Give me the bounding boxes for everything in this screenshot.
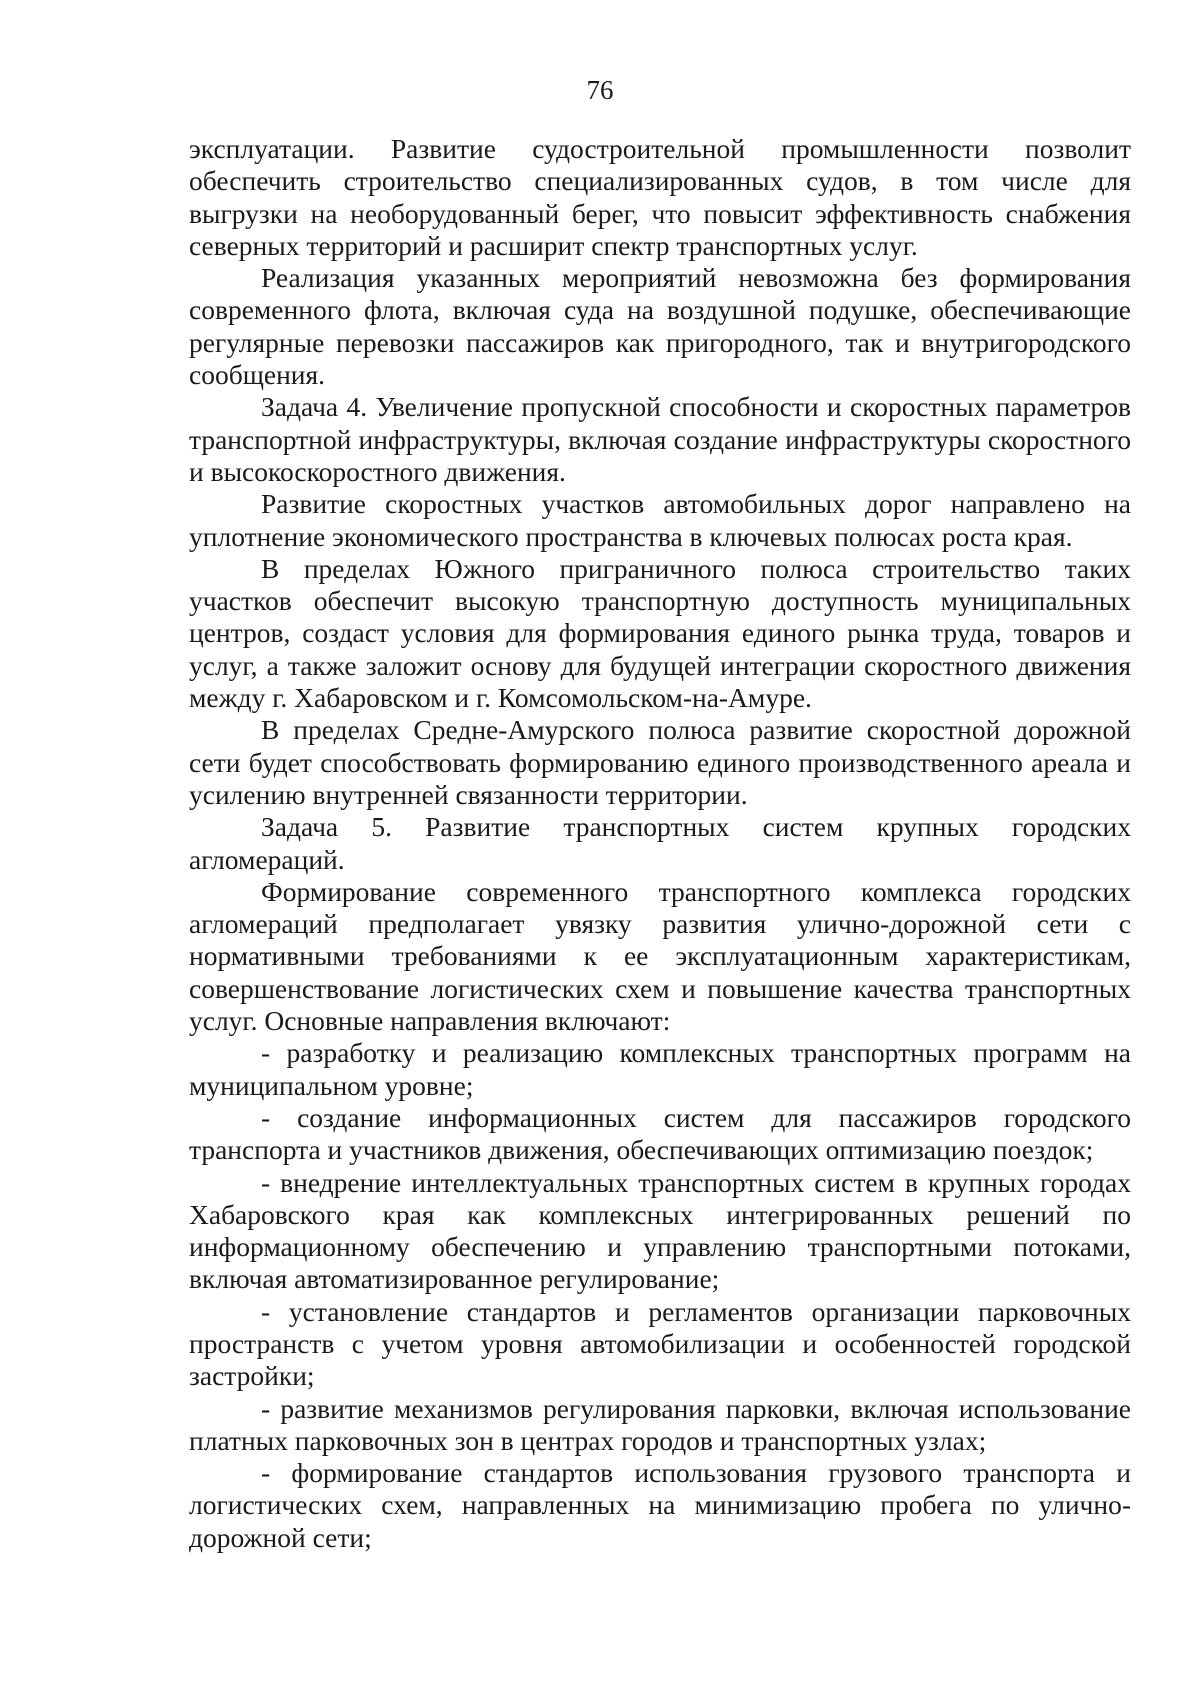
- paragraph: В пределах Средне-Амурского полюса развитие скоростной дорожной сети будет способствовать формированию единого производственного ареала и усилению внутренней связанности территории.: [189, 714, 1131, 810]
- paragraph: Формирование современного транспортного комплекса городских агломераций предполагает увязку развития улично-дорожной сети с нормативными требованиями к ее эксплуатационным характеристикам, совершенствование логистических схем и повышение качества транспортных услуг. Основные направления включают:: [189, 875, 1131, 1037]
- paragraph: Реализация указанных мероприятий невозможна без формирования современного флота, включая суда на воздушной подушке, обеспечивающие регулярные перевозки пассажиров как пригородного, так и внутригородского сообщения.: [189, 262, 1131, 391]
- list-item: - формирование стандартов использования грузового транспорта и логистических схем, направленных на минимизацию пробега по улично-дорожной сети;: [189, 1457, 1131, 1553]
- paragraph: эксплуатации. Развитие судостроительной промышленности позволит обеспечить строительство специализированных судов, в том числе для выгрузки на необорудованный берег, что повысит эффективность снабжения северных территорий и расширит спектр транспортных услуг.: [189, 133, 1131, 261]
- paragraph: В пределах Южного приграничного полюса строительство таких участков обеспечит высокую транспортную доступность муниципальных центров, создаст условия для формирования единого рынка труда, товаров и услуг, а также заложит основу для будущей интеграции скоростного движения между г. Хабаровском и г. Комсомольском-на-Амуре.: [189, 552, 1131, 714]
- list-item: - разработку и реализацию комплексных транспортных программ на муниципальном уровне;: [189, 1037, 1131, 1101]
- paragraph: Развитие скоростных участков автомобильных дорог направлено на уплотнение экономического пространства в ключевых полюсах роста края.: [189, 488, 1131, 552]
- list-item: - создание информационных систем для пассажиров городского транспорта и участников движения, обеспечивающих оптимизацию поездок;: [189, 1101, 1131, 1166]
- task-heading: Задача 4. Увеличение пропускной способности и скоростных параметров транспортной инфраструктуры, включая создание инфраструктуры скоростного и высокоскоростного движения.: [189, 391, 1131, 487]
- list-item: - внедрение интеллектуальных транспортных систем в крупных городах Хабаровского края как комплексных интегрированных решений по информационному обеспечению и управлению транспортными потоками, включая автоматизированное регулирование;: [189, 1166, 1131, 1295]
- list-item: - установление стандартов и регламентов организации парковочных пространств с учетом уровня автомобилизации и особенностей городской застройки;: [189, 1295, 1131, 1392]
- page-number: 76: [586, 75, 614, 105]
- task-heading: Задача 5. Развитие транспортных систем крупных городских агломераций.: [189, 811, 1131, 875]
- document-body: [189, 133, 1131, 1554]
- list-item: - развитие механизмов регулирования парковки, включая использование платных парковочных зон в центрах городов и транспортных узлах;: [189, 1392, 1131, 1456]
